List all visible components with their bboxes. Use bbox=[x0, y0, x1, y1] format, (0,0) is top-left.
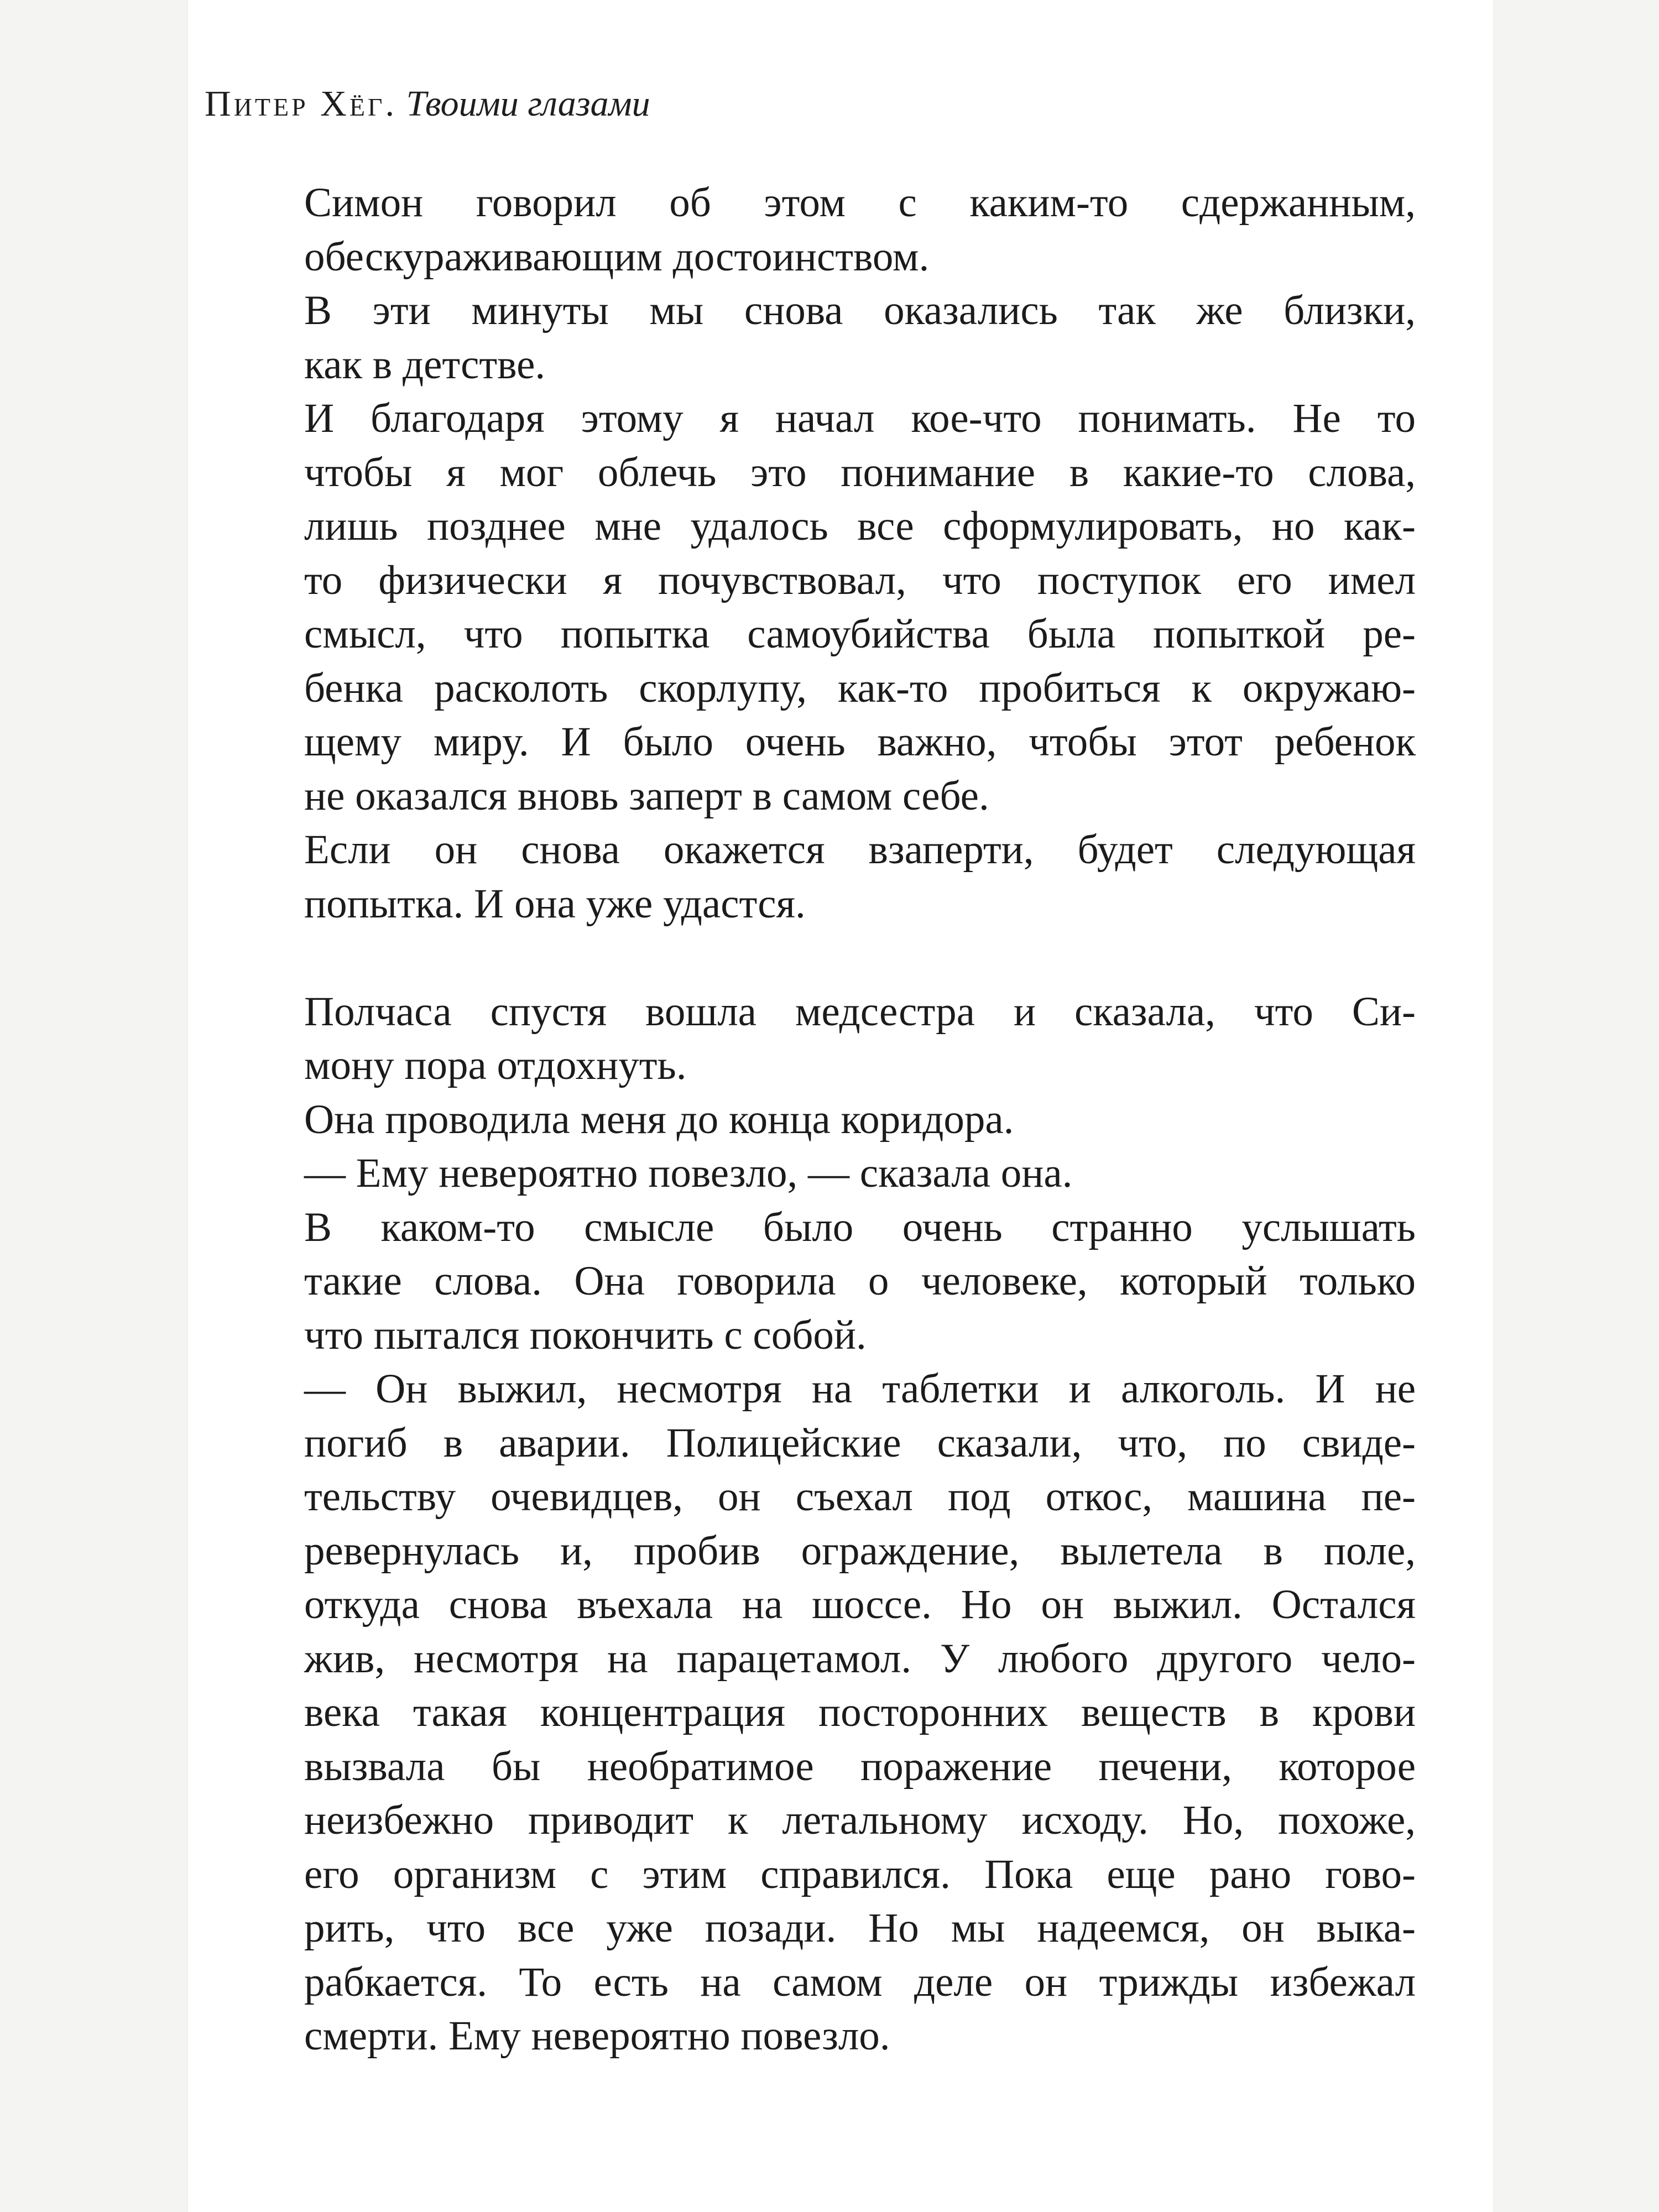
text-line: чтобы я мог облечь это понимание в какие-то слова, bbox=[304, 449, 1416, 495]
text-line: откуда снова въехала на шоссе. Но он выжил. Остался bbox=[304, 1582, 1416, 1627]
text-line: лишь позднее мне удалось все сформулировать, но как- bbox=[304, 503, 1416, 549]
text-line: смысл, что попытка самоубийства была попыткой ре- bbox=[304, 611, 1416, 657]
text-line: Симон говорил об этом с каким-то сдержанным, bbox=[304, 180, 1416, 226]
text-line: рить, что все уже позади. Но мы надеемся, он выка- bbox=[304, 1905, 1416, 1951]
text-line: неизбежно приводит к летальному исходу. Но, похоже, bbox=[304, 1797, 1416, 1843]
text-line: что пытался покончить с собой. bbox=[304, 1312, 867, 1358]
text-line: его организм с этим справился. Пока еще рано гово- bbox=[304, 1851, 1416, 1897]
running-head-author: Питер Хёг. bbox=[205, 84, 398, 124]
running-head-book-title: Твоими глазами bbox=[406, 84, 650, 124]
text-line: века такая концентрация посторонних веществ в крови bbox=[304, 1689, 1416, 1735]
text-line: вызвала бы необратимое поражение печени, которое bbox=[304, 1743, 1416, 1790]
text-line: бенка расколоть скорлупу, как-то пробиться к окружаю- bbox=[304, 665, 1416, 711]
text-line: не оказался вновь заперт в самом себе. bbox=[304, 773, 989, 819]
text-line: Если он снова окажется взаперти, будет следующая bbox=[304, 827, 1416, 873]
text-line: обескураживающим достоинством. bbox=[304, 233, 930, 280]
text-line: такие слова. Она говорила о человеке, который только bbox=[304, 1258, 1416, 1304]
text-line: попытка. И она уже удастся. bbox=[304, 880, 806, 927]
text-line: мону пора отдохнуть. bbox=[304, 1042, 687, 1088]
text-line: рабкается. То есть на самом деле он трижды избежал bbox=[304, 1959, 1416, 2005]
text-line: то физически я почувствовал, что поступок его имел bbox=[304, 557, 1416, 603]
text-line: тельству очевидцев, он съехал под откос, машина пе- bbox=[304, 1474, 1416, 1520]
body-text bbox=[304, 176, 1416, 2063]
text-line: — Он выжил, несмотря на таблетки и алкоголь. И не bbox=[304, 1366, 1416, 1412]
text-line: В эти минуты мы снова оказались так же близки, bbox=[304, 288, 1416, 333]
text-line: Полчаса спустя вошла медсестра и сказала, что Си- bbox=[304, 988, 1416, 1035]
text-line: В каком-то смысле было очень странно услышать bbox=[304, 1204, 1416, 1250]
paragraph-gap bbox=[304, 931, 1416, 985]
text-line: — Ему невероятно повезло, — сказала она. bbox=[304, 1150, 1073, 1196]
text-line: Она проводила меня до конца коридора. bbox=[304, 1096, 1014, 1142]
text-line: жив, несмотря на парацетамол. У любого другого чело- bbox=[304, 1635, 1416, 1682]
text-line: погиб в аварии. Полицейские сказали, что, по свиде- bbox=[304, 1420, 1416, 1466]
text-line: щему миру. И было очень важно, чтобы этот ребенок bbox=[304, 719, 1416, 765]
text-line: как в детстве. bbox=[304, 341, 546, 388]
running-head bbox=[205, 83, 650, 125]
text-line: смерти. Ему невероятно повезло. bbox=[304, 2013, 890, 2059]
text-line: ревернулась и, пробив ограждение, вылетела в поле, bbox=[304, 1527, 1416, 1574]
text-line: И благодаря этому я начал кое-что понимать. Не то bbox=[304, 395, 1416, 441]
